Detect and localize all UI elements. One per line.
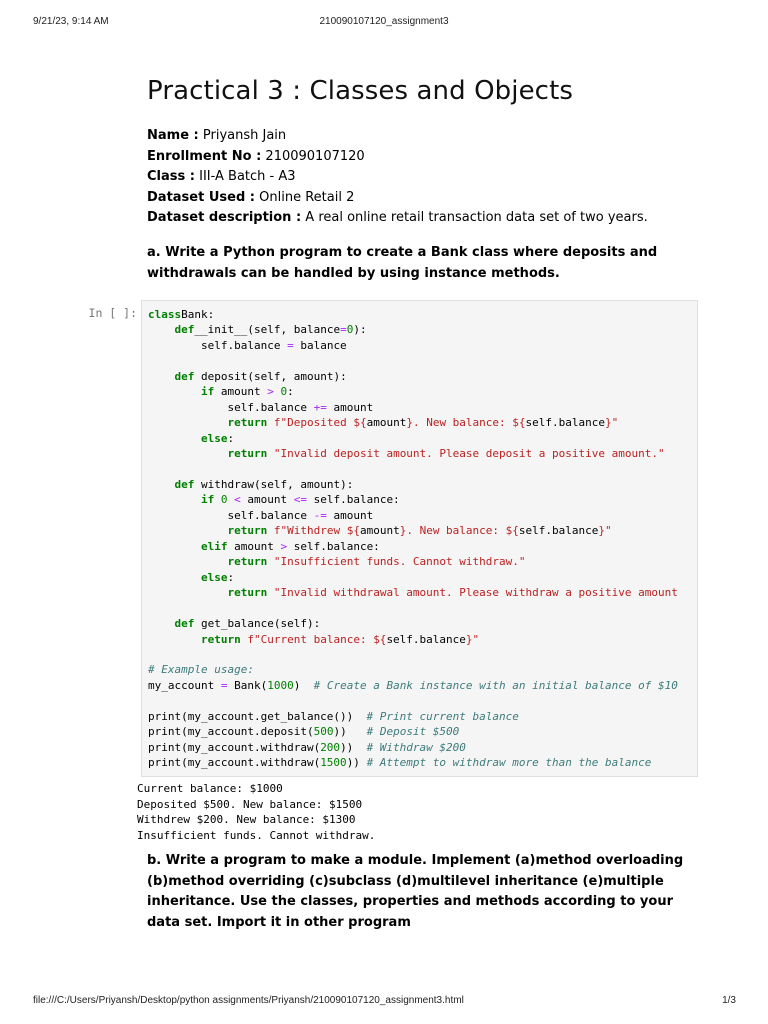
question-a: a. Write a Python program to create a Bank class where deposits and withdrawals can be handled by using instance methods. [147,245,658,281]
meta-value: Online Retail 2 [255,189,355,205]
code-token [214,493,221,506]
code-token [267,524,274,537]
code-token: self.balance [525,416,606,430]
code-token: }" [605,416,619,430]
meta-name [147,126,707,147]
code-token: )) [346,756,367,770]
meta-dataset-description [147,208,707,229]
code-token: Bank( [227,678,268,692]
code-token: class [148,308,182,321]
code-token: 0 [220,493,228,507]
code-token: else [200,570,228,584]
code-token: # Deposit $500 [366,725,460,739]
code-token: : [227,431,235,445]
code-token: self.balance [148,508,314,522]
code-token: get_balance(self): [194,617,321,631]
code-token: += [313,400,327,414]
code-token: print(my_account.withdraw( [148,740,321,754]
code-token: <= [293,493,307,507]
code-token: # Attempt to withdraw more than the balance [366,756,652,770]
code-token [148,493,201,506]
meta-label: Dataset description : [147,210,302,225]
code-block[interactable] [142,301,697,771]
code-token: f"Current balance: ${ [247,632,387,646]
code-token: # Withdraw $200 [366,740,466,754]
code-token: = [287,338,294,352]
code-token: return [227,524,268,538]
code-token: return [227,416,268,430]
code-token: def [174,617,195,631]
code-cell[interactable] [141,300,698,777]
code-token: withdraw(self, amount): [194,477,354,491]
print-doc-title: 210090107120_assignment3 [319,16,449,27]
code-token [148,571,201,584]
code-token: print(my_account.deposit( [148,725,314,739]
code-token: f"Deposited ${ [273,416,367,430]
code-token [267,447,274,460]
meta-label: Name : [147,128,199,143]
code-token: Bank: [181,308,215,321]
code-token: = [340,323,347,337]
code-token: def [174,369,195,383]
code-token [148,586,227,599]
code-token: )) [340,740,367,754]
code-token: if [200,385,215,399]
code-token: 1500 [320,756,347,770]
meta-dataset [147,188,707,209]
code-token: self.balance [148,400,314,414]
code-token: return [227,447,268,461]
code-token [148,633,201,646]
meta-value: 210090107120 [261,148,365,164]
code-token [148,478,175,491]
page-title: Practical 3 : Classes and Objects [147,76,574,106]
code-token: # Create a Bank instance with an initial balance of $10 [313,678,678,692]
student-info [147,126,707,229]
cell-output: Current balance: $1000 Deposited $500. New balance: $1500 Withdrew $200. New balance: $1300 Insufficient funds. Cannot withdraw. [137,782,376,842]
code-token: else [200,431,228,445]
meta-value: III-A Batch - A3 [194,169,296,184]
code-token: 0 [346,323,354,337]
code-token: 1000 [267,678,294,692]
code-token: )) [333,725,367,739]
code-token: 500 [313,725,334,739]
code-token [267,416,274,429]
meta-label: Class : [147,169,195,184]
code-token: amount [214,385,268,399]
code-token [148,524,227,537]
code-token: return [200,632,241,646]
code-token: # Example usage: [148,663,254,677]
meta-value: A real online retail transaction data set of two years. [301,210,648,225]
code-token: self.balance [386,632,466,646]
code-token: deposit(self, amount): [194,369,347,383]
code-token: amount [359,524,400,538]
code-token [148,416,227,429]
code-token: > [280,539,288,553]
code-token: : [227,570,235,584]
meta-enrollment [147,147,707,168]
code-token [148,540,201,553]
code-token: self.balance: [306,493,400,507]
code-token: }. New balance: ${ [399,524,519,538]
code-token: print(my_account.withdraw( [148,756,321,770]
code-token: amount [227,539,281,553]
code-token: my_account [148,678,221,692]
code-token [148,385,201,398]
code-token: "Insufficient funds. Cannot withdraw." [273,555,526,569]
code-token: "Invalid deposit amount. Please deposit a positive amount." [273,447,665,461]
code-token: < [234,493,241,507]
code-token: "Invalid withdrawal amount. Please withdraw a positive amount [273,586,678,600]
code-token: 200 [320,740,341,754]
code-token [148,432,201,445]
code-token: print(my_account.get_balance()) [148,709,367,723]
code-token: ) [293,678,314,692]
code-token [148,617,175,630]
code-token [267,586,274,599]
code-token: def [174,477,195,491]
code-token: ): [353,323,367,337]
code-token [148,323,175,336]
print-page-number: 1/3 [722,995,736,1006]
meta-class [147,167,707,188]
code-token: def [174,323,195,337]
code-token [148,370,175,383]
code-token: = [220,678,228,692]
code-token: self.balance [518,524,599,538]
code-token: self.balance [148,338,288,352]
meta-label: Enrollment No : [147,148,262,164]
code-token: amount [326,508,374,522]
code-token: : [287,385,294,399]
code-token: return [227,555,268,569]
code-token: 0 [280,385,288,399]
code-token: amount [240,493,294,507]
meta-value: Priyansh Jain [198,128,287,143]
code-token: if [200,493,215,507]
code-token: # Print current balance [366,709,519,723]
code-token: balance [293,338,347,352]
meta-label: Dataset Used : [147,189,255,205]
code-token: elif [200,539,228,553]
print-datetime: 9/21/23, 9:14 AM [33,16,109,27]
code-token: f"Withdrew ${ [273,524,360,538]
code-token [148,555,227,568]
code-token [267,555,274,568]
code-token: -= [313,508,327,522]
question-b: b. Write a program to make a module. Implement (a)method overloading (b)method overriding (c)subclass (d)multilevel inheritance (e)multiple inheritance. Use the classes, properties and methods according to your data set. Import it in other program [147,853,684,930]
code-token: self.balance: [287,539,380,553]
print-file-path: file:///C:/Users/Priyansh/Desktop/python assignments/Priyansh/210090107120_assignment3.html [33,995,464,1006]
code-token: return [227,586,268,600]
code-token: }. New balance: ${ [406,416,526,430]
code-token: amount [366,416,407,430]
code-token: amount [326,400,374,414]
code-token: __init__(self, balance [194,323,341,337]
code-token: }" [598,524,612,538]
code-token: > [267,385,274,399]
cell-prompt: In [ ]: [88,306,137,320]
code-token [148,447,227,460]
code-token: }" [465,632,480,646]
